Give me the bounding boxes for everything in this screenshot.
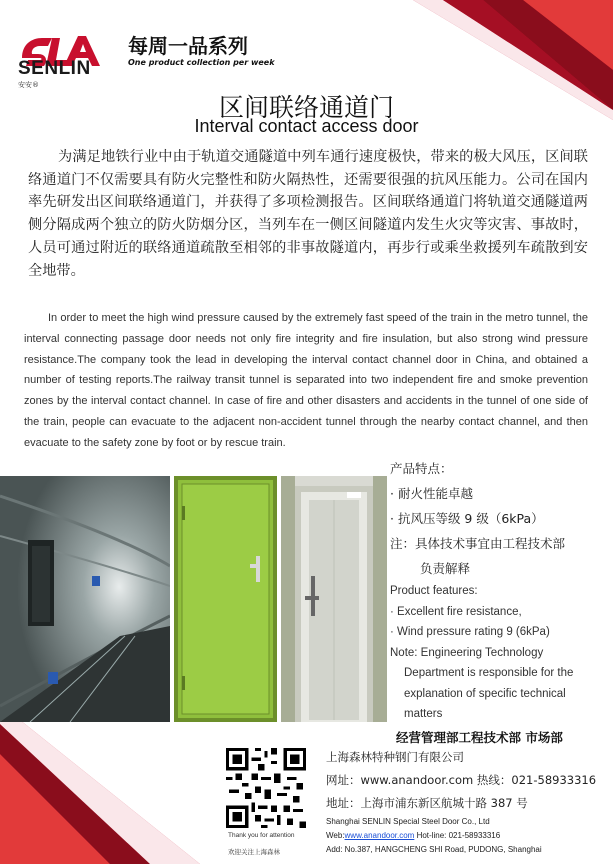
website-link-en[interactable]: www.anandoor.com bbox=[344, 831, 415, 840]
hotline-value-en: 021-58933316 bbox=[448, 831, 501, 840]
website-label-cn: 网址： bbox=[326, 773, 361, 787]
intro-paragraph-cn: 为满足地铁行业中由于轨道交通隧道中列车通行速度极快，带来的极大风压，区间联络通道门不仅需要具有防火完整性和防火隔热性，还需要很强的抗风压能力。公司在国内率先研发出区间联络通道门，并获得了多项检测报告。区间联络通道门将轨道交通隧道两侧分隔成两个独立的防火防烟分区，当列车在一侧区间隧道内发生火灾等灾害、事故时，人员可通过附近的联络通道疏散至相邻的非事故隧道内，再步行或乘坐救援列车疏散到安全地带。 bbox=[28, 149, 588, 279]
hotline-value-cn: 021-58933316 bbox=[511, 773, 597, 787]
product-title-cn: 区间联络通道门 bbox=[218, 93, 394, 122]
tunnel-photo bbox=[0, 476, 170, 722]
feature-item-cn: · 耐火性能卓越 bbox=[390, 486, 473, 501]
contact-block bbox=[326, 746, 606, 857]
bottom-left-decoration bbox=[0, 704, 200, 864]
feature-note-cn: 注：具体技术事宜由工程技术部 bbox=[390, 536, 566, 551]
web-hotline-en bbox=[326, 829, 606, 843]
series-title: 每周一品系列 bbox=[128, 34, 248, 58]
departments-line: 经营管理部工程技术部 市场部 bbox=[396, 730, 563, 745]
web-label-en: Web: bbox=[326, 831, 345, 840]
features-heading-cn: 产品特点： bbox=[390, 461, 453, 476]
website-hotline-cn bbox=[326, 769, 606, 792]
feature-item-en: · Excellent fire resistance, bbox=[390, 605, 522, 618]
company-name-en: Shanghai SENLIN Special Steel Door Co., Ltd bbox=[326, 817, 490, 826]
website-link-cn[interactable]: www.anandoor.com bbox=[360, 773, 474, 787]
qr-thanks-text: Thank you for attention bbox=[228, 832, 295, 839]
hotline-label-en: Hot-line: bbox=[414, 831, 449, 840]
green-door-photo bbox=[174, 476, 277, 722]
company-name-cn: 上海森林特种钢门有限公司 bbox=[326, 750, 464, 764]
feature-item-cn: · 抗风压等级 9 级（6kPa） bbox=[390, 511, 544, 526]
logo-wordmark: SENLIN bbox=[18, 58, 91, 79]
product-title-en: Interval contact access door bbox=[194, 116, 419, 136]
logo-subtext: 安安® bbox=[18, 81, 39, 89]
qr-code-icon[interactable] bbox=[226, 748, 306, 828]
product-features bbox=[390, 456, 600, 725]
feature-note-en-cont: explanation of specific technical bbox=[404, 687, 566, 700]
feature-note-en-cont: Department is responsible for the bbox=[404, 667, 574, 679]
features-heading-en: Product features: bbox=[390, 585, 478, 597]
feature-item-en: · Wind pressure rating 9 (6kPa) bbox=[390, 626, 550, 638]
feature-note-en: Note: Engineering Technology bbox=[390, 646, 544, 659]
qr-follow-text: 欢迎关注上海森林 bbox=[228, 848, 280, 856]
address-en: Add: No.387, HANGCHENG SHI Road, PUDONG, Shanghai bbox=[326, 845, 542, 854]
series-subtitle: One product collection per week bbox=[128, 58, 275, 67]
feature-note-cn-cont: 负责解释 bbox=[420, 561, 471, 576]
intro-paragraph-en: In order to meet the high wind pressure caused by the extremely fast speed of the train in the metro tunnel, the interval connecting passage door needs not only fire integrity and fire insulation, but also strong wind pressure resistance.The company took the lead in developing the interval contact channel door in China, and obtained a number of testing reports.The railway transit tunnel is separated into two independent fire and smoke prevention zones by the interval contact channel. In case of fire and other disasters and accidents in the tunnel of one side of the train, people can evacuate to the adjacent non-accident tunnel through the nearby contact channel, and then evacuate to the safety zone by foot or by rescue train. bbox=[24, 312, 588, 449]
address-cn: 地址：上海市浦东新区航城十路 387 号 bbox=[326, 796, 528, 810]
gray-door-photo bbox=[281, 476, 387, 722]
feature-note-en-cont: matters bbox=[404, 708, 443, 720]
hotline-label-cn: 热线： bbox=[473, 773, 512, 787]
